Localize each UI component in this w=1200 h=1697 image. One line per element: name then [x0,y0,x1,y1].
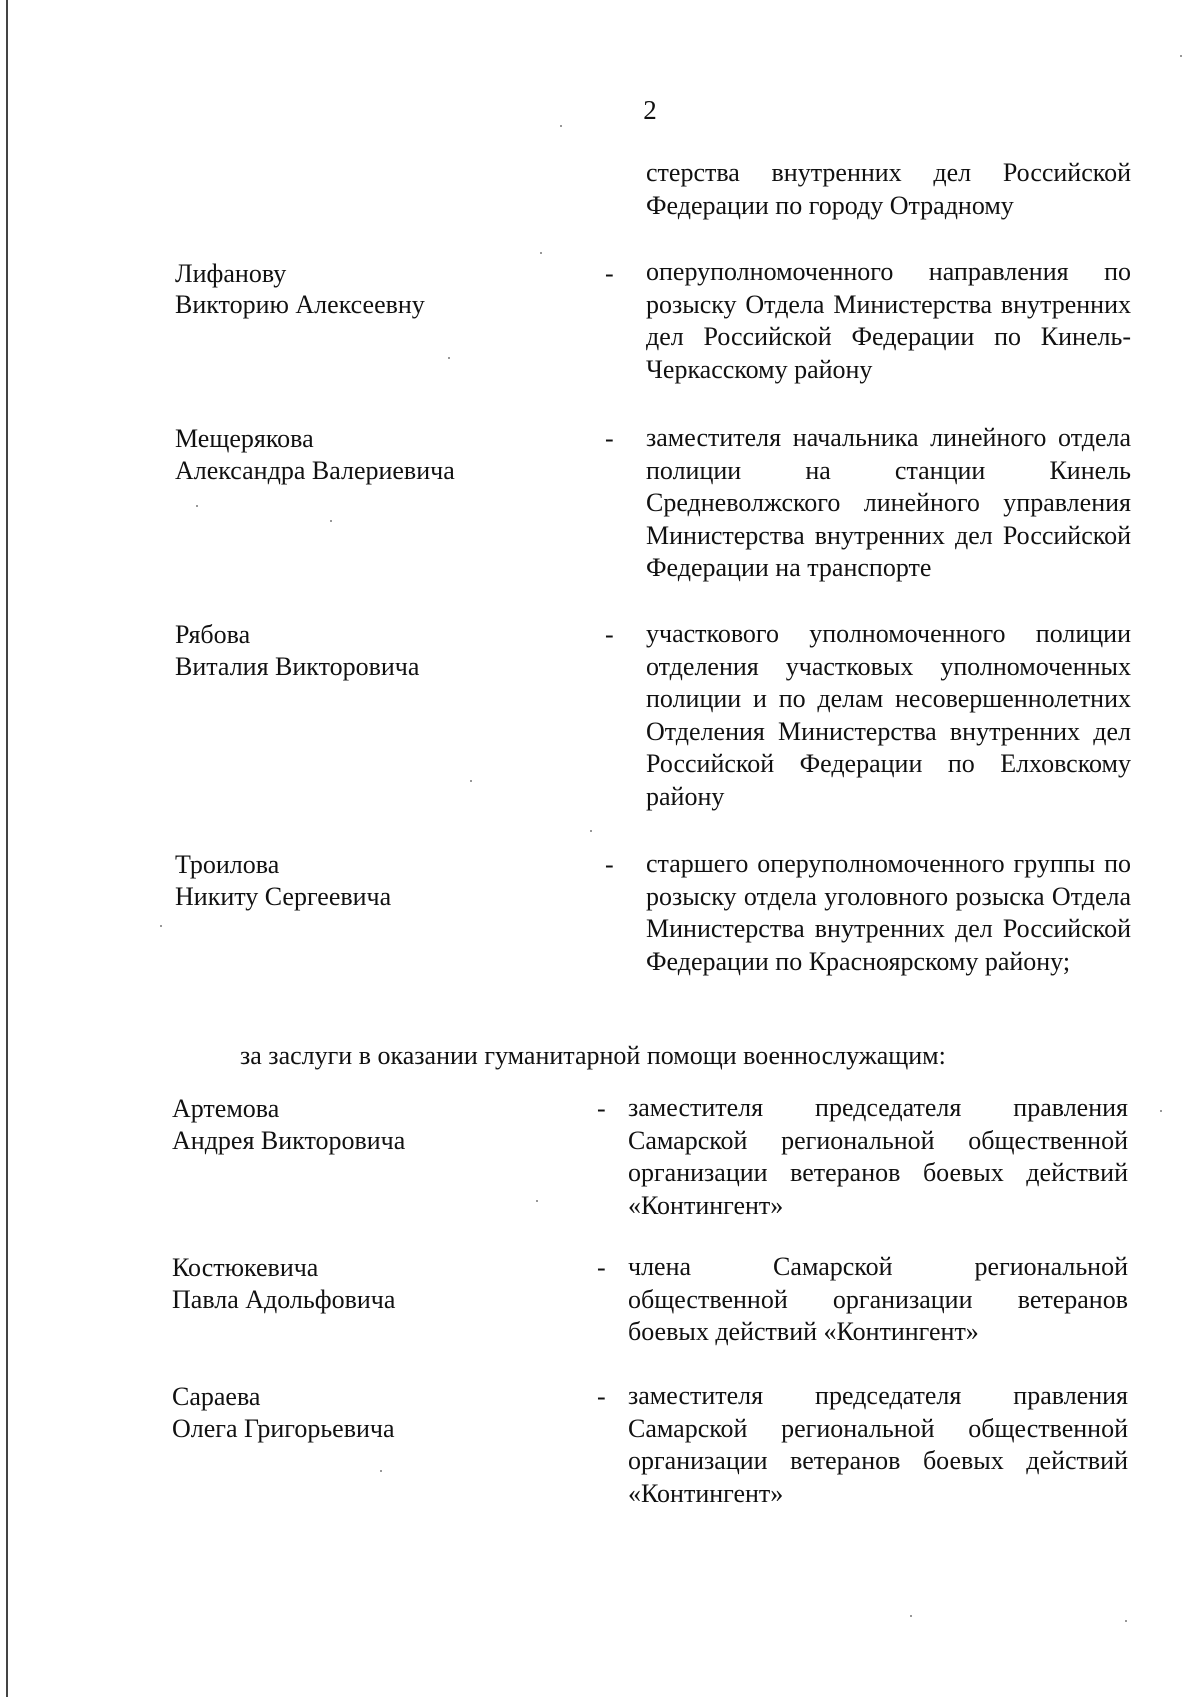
dash: - [605,850,614,879]
scan-speck [1180,55,1182,57]
position-description: старшего оперуполномоченного группы по розыску отдела уголовного розыска Отдела Министерства внутренних дел Российской Федерации по Красноярскому району; [646,849,1131,976]
scan-speck [330,520,332,522]
scan-speck [540,252,542,254]
surname: Мещерякова [175,424,314,453]
scan-speck [560,125,562,127]
scan-speck [380,1470,382,1472]
scan-speck [1125,1620,1127,1622]
given-names: Александра Валериевича [175,456,455,485]
section-heading: за заслуги в оказании гуманитарной помощи военнослужащим: [240,1041,946,1070]
continuation-text: стерства внутренних дел Российской Федерации по городу Отрадному [646,158,1131,220]
surname: Артемова [172,1094,280,1123]
scan-speck [470,780,472,782]
surname: Костюкевича [172,1253,319,1282]
given-names: Никиту Сергеевича [175,882,392,911]
surname: Троилова [175,850,280,879]
dash: - [605,424,614,453]
page-number: 2 [643,95,657,125]
dash: - [597,1382,606,1411]
position-description: заместителя председателя правления Самарской региональной общественной организации ветеранов боевых действий «Контингент» [628,1381,1128,1508]
given-names: Олега Григорьевича [172,1414,395,1443]
scan-speck [1160,1110,1162,1112]
surname: Рябова [175,620,251,649]
surname: Сараева [172,1382,261,1411]
dash: - [597,1094,606,1123]
scan-speck [448,357,450,359]
dash: - [605,620,614,649]
given-names: Викторию Алексеевну [175,290,425,319]
scan-edge-line [6,0,8,1697]
position-description: заместителя начальника линейного отдела полиции на станции Кинель Средневолжского линейного управления Министерства внутренних дел Российской Федерации на транспорте [646,423,1131,582]
given-names: Павла Адольфовича [172,1285,396,1314]
dash: - [597,1253,606,1282]
given-names: Андрея Викторовича [172,1126,406,1155]
scan-speck [910,1615,912,1617]
given-names: Виталия Викторовича [175,652,420,681]
scan-speck [196,505,198,507]
position-description: оперуполномоченного направления по розыску Отдела Министерства внутренних дел Российской Федерации по Кинель-Черкасскому району [646,257,1131,384]
position-description: члена Самарской региональной общественной организации ветеранов боевых действий «Контингент» [628,1252,1128,1346]
scan-speck [590,830,592,832]
position-description: участкового уполномоченного полиции отделения участковых уполномоченных полиции и по делам несовершеннолетних Отделения Министерства внутренних дел Российской Федерации по Елховскому району [646,619,1131,811]
scan-speck [536,1200,538,1202]
surname: Лифанову [175,259,287,288]
position-description: заместителя председателя правления Самарской региональной общественной организации ветеранов боевых действий «Контингент» [628,1093,1128,1220]
scan-speck [160,925,162,927]
dash: - [605,259,614,288]
